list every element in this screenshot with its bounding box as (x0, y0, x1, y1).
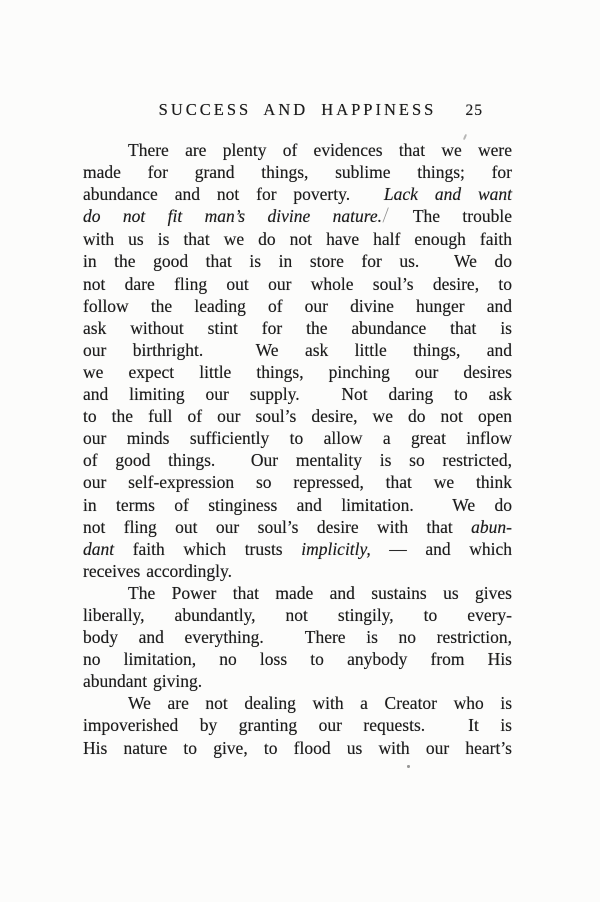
body-text: We are not dealing with a Creator who is (128, 693, 512, 714)
body-text: body and everything. There is no restriction, (83, 627, 512, 648)
text-line (83, 516, 512, 538)
text-line (83, 648, 512, 670)
text-line (83, 494, 512, 516)
page-number: 25 (465, 102, 483, 119)
body-text: abundance and not for poverty. (83, 184, 384, 205)
text-line (83, 139, 512, 161)
body-text: His nature to give, to flood us with our heart’s (83, 737, 512, 758)
body-text: The Power that made and sustains us gives (128, 582, 512, 603)
text-line (83, 183, 512, 205)
body-text: follow the leading of our divine hunger and (83, 295, 512, 316)
text-line (83, 538, 512, 560)
chapter-title: SUCCESS AND HAPPINESS (158, 100, 437, 119)
text-line (83, 560, 512, 582)
body-text: our minds sufficiently to allow a great inflow (83, 428, 512, 449)
text-line (83, 339, 512, 361)
italic-text: do not fit man’s divine nature. (83, 206, 383, 227)
body-text: our self-expression so repressed, that we think (83, 472, 512, 493)
text-line (83, 202, 512, 229)
body-text: in the good that is in store for us. We do (83, 251, 512, 272)
text-line (83, 405, 512, 427)
body-text: not dare fling out our whole soul’s desire, to (83, 273, 512, 294)
text-line (83, 626, 512, 648)
italic-text: dant (83, 538, 115, 559)
italic-text: Lack and want (383, 184, 512, 205)
body-text: receives accordingly. (83, 560, 233, 581)
text-line (83, 582, 512, 604)
text-line (83, 361, 512, 383)
body-text: and limiting our supply. Not daring to ask (83, 384, 512, 405)
italic-text: abun- (471, 516, 512, 537)
ink-speck (407, 765, 410, 768)
text-line (83, 471, 512, 493)
body-text: liberally, abundantly, not stingily, to every- (83, 604, 512, 625)
text-line (83, 604, 512, 626)
body-text: faith which trusts (114, 538, 302, 559)
body-text: — and which (370, 538, 512, 559)
body-text: our birthright. We ask little things, and (83, 339, 512, 360)
body-text: with us is that we do not have half enough faith (83, 229, 512, 250)
body-text: The trouble (390, 206, 512, 227)
text-block (83, 139, 512, 759)
text-line (83, 161, 512, 183)
text-line (83, 295, 512, 317)
text-line (83, 383, 512, 405)
text-line (83, 737, 512, 759)
text-line (83, 228, 512, 250)
text-line (83, 273, 512, 295)
body-text: not fling out our soul’s desire with that (83, 516, 472, 537)
italic-text: implicitly, (301, 538, 371, 559)
body-text: There are plenty of evidences that we were (128, 140, 512, 160)
text-line (83, 317, 512, 339)
running-head (83, 100, 512, 124)
body-text: we expect little things, pinching our desires (83, 361, 512, 382)
body-text: ask without stint for the abundance that is (83, 317, 512, 338)
text-line (83, 449, 512, 471)
text-line (83, 427, 512, 449)
body-text: to the full of our soul’s desire, we do not open (83, 406, 512, 427)
body-text: no limitation, no loss to anybody from His (83, 649, 512, 670)
text-line (83, 714, 512, 736)
body-text: in terms of stinginess and limitation. We do (83, 494, 512, 515)
body-text: of good things. Our mentality is so restricted, (83, 450, 512, 471)
text-line (83, 670, 512, 692)
body-text: impoverished by granting our requests. It is (83, 715, 512, 736)
body-text: abundant giving. (83, 671, 203, 692)
text-line (83, 250, 512, 272)
body-text: made for grand things, sublime things; for (83, 162, 512, 183)
pencil-mark: / (381, 202, 390, 229)
text-line (83, 692, 512, 714)
